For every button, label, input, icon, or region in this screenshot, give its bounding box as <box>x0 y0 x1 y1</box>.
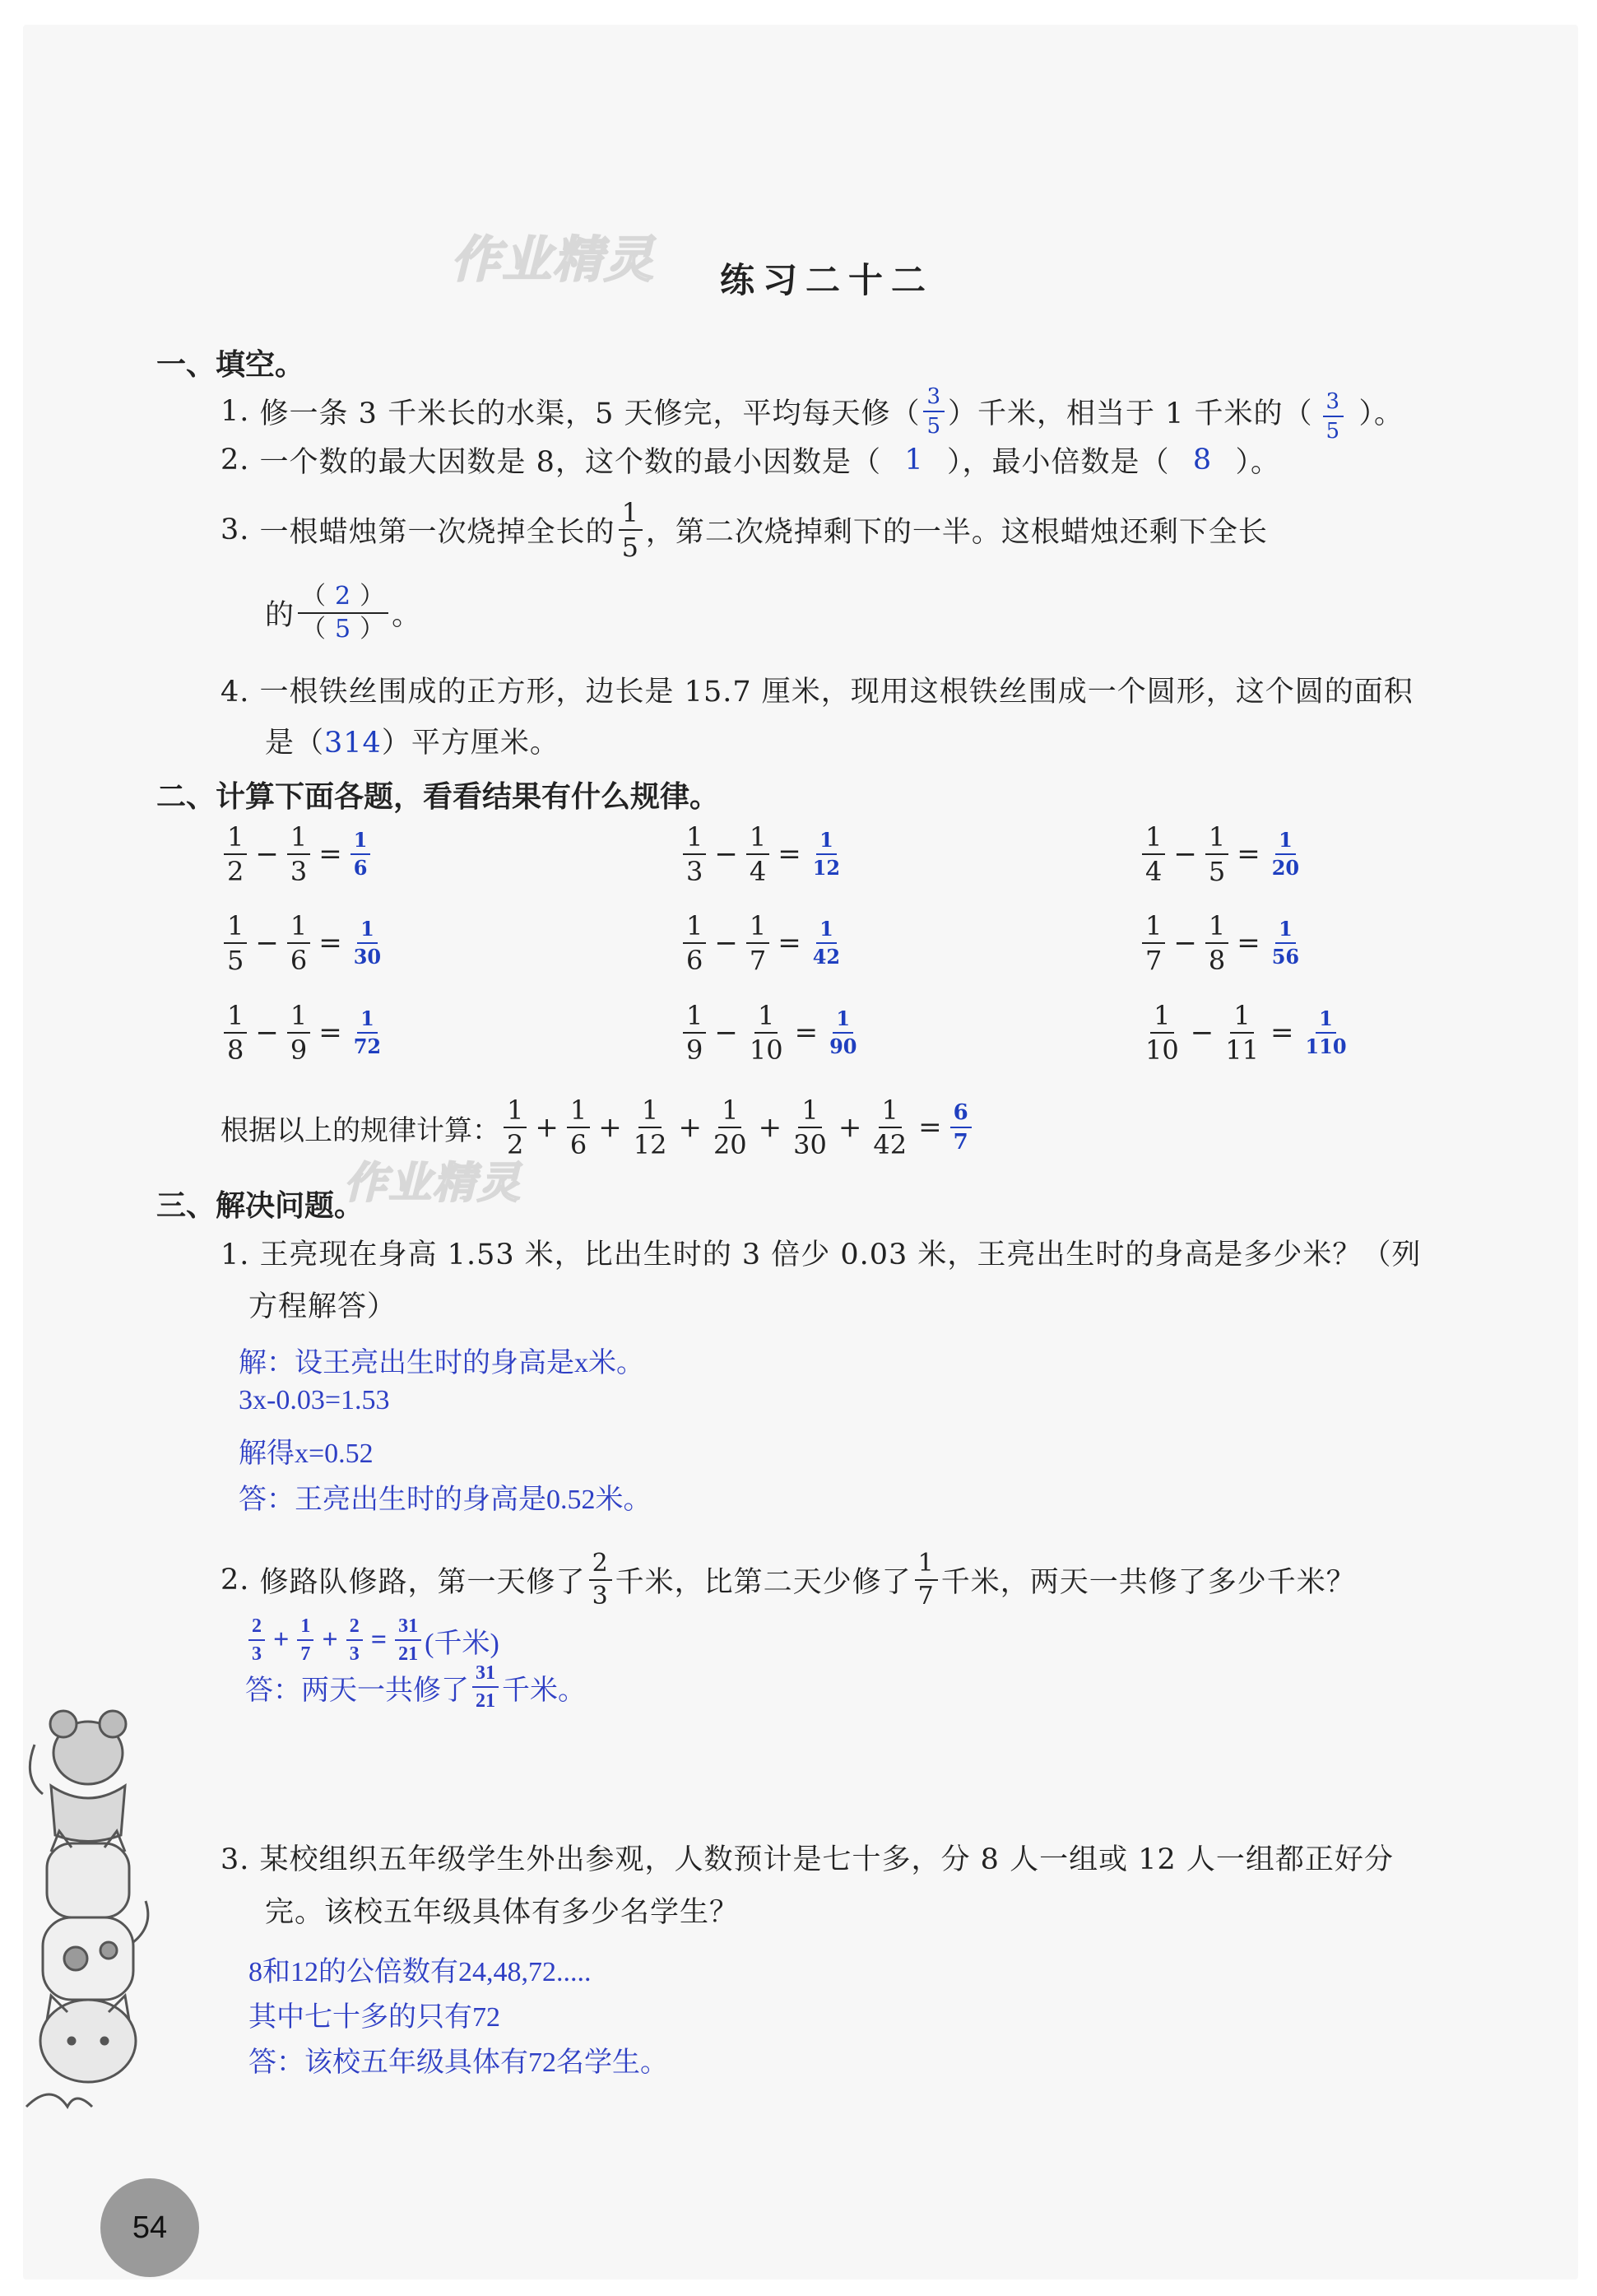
minus-sign: − <box>714 837 738 871</box>
equals-sign: = <box>778 926 801 960</box>
rule-terms <box>500 1097 913 1158</box>
answer-text: 8 <box>1192 444 1213 476</box>
fraction: $\frac{2}{3}$ <box>248 1616 265 1664</box>
fraction: $\frac{1}{3}$ <box>683 824 706 885</box>
answer-fraction: $\frac{1}{110}$ <box>1305 1006 1347 1058</box>
fraction: $\frac{1}{3}$ <box>287 824 310 885</box>
minus-sign: − <box>1173 926 1197 960</box>
fraction: $\frac{1}{2}$ <box>504 1097 527 1158</box>
equals-sign: = <box>318 926 342 960</box>
fraction: $\frac{1}{9}$ <box>287 1002 310 1063</box>
minus-sign: − <box>1173 837 1197 871</box>
q-text: 千米，两天一共修了多少千米？ <box>940 1566 1356 1599</box>
page-number-badge: 54 <box>100 2178 199 2277</box>
watermark-top: 作业精灵 <box>451 231 655 289</box>
equals-sign: = <box>794 1016 819 1049</box>
s1-question-4-line1 <box>221 669 1414 710</box>
calc-item <box>680 819 847 889</box>
fraction: $\frac{1}{2}$ <box>224 824 247 885</box>
q-text: ）。 <box>1358 397 1404 430</box>
plus-sign: + <box>678 1111 702 1144</box>
answer-text: 1 <box>904 444 924 476</box>
s3-q3-work-line: 8和12的公倍数有24,48,72..... <box>248 1957 592 1987</box>
s3-q1-work-line: 答：王亮出生时的身高是0.52米。 <box>239 1485 652 1515</box>
q-text: 的 <box>265 599 295 632</box>
q-number: 3. <box>221 514 250 546</box>
calc-item <box>680 997 863 1067</box>
rule-label: 根据以上的规律计算： <box>221 1113 500 1147</box>
fraction: $\frac{1}{42}$ <box>873 1095 908 1160</box>
answer-fraction: $\frac{3}{5}$ <box>923 386 945 437</box>
q-number: 1. <box>221 395 250 428</box>
rule-answer: $\frac{6}{7}$ <box>950 1102 972 1153</box>
s3-q3-work-line: 其中七十多的只有72 <box>248 2002 500 2033</box>
s1-question-2 <box>221 439 1280 481</box>
s3-q3-work-line: 答：该校五年级具体有72名学生。 <box>248 2047 668 2078</box>
equals-sign: = <box>1237 926 1260 960</box>
q-text: 修一条 3 千米长的水渠，5 天修完，平均每天修（ <box>259 397 921 430</box>
s3-question-1-line1 <box>221 1232 1421 1273</box>
answer-fraction: $\frac{1}{90}$ <box>829 1006 857 1058</box>
answer-fraction: $\frac{1}{12}$ <box>812 827 841 880</box>
s3-question-3-line2: 完。该校五年级具体有多少名学生？ <box>265 1896 740 1929</box>
calc-item <box>1139 997 1353 1067</box>
s1-question-1 <box>221 384 1404 444</box>
q-number: 2. <box>221 444 250 476</box>
fraction: $\frac{1}{9}$ <box>683 1002 706 1063</box>
equals-sign: = <box>370 1624 388 1655</box>
q-text: ）。 <box>1235 446 1280 479</box>
q-text: 某校组织五年级学生外出参观，人数预计是七十多，分 8 人一组或 12 人一组都正好分 <box>259 1843 1394 1876</box>
fraction: $\frac{1}{4}$ <box>746 824 769 885</box>
rule-calculation <box>221 1095 975 1160</box>
plus-sign: + <box>598 1111 622 1144</box>
plus-sign: + <box>535 1111 559 1144</box>
equals-sign: = <box>918 1111 942 1144</box>
fraction: $\frac{2}{3}$ <box>346 1616 363 1664</box>
q-text: ，第二次烧掉剩下的一半。这根蜡烛还剩下全长 <box>645 516 1268 549</box>
equals-sign: = <box>318 1016 342 1049</box>
plus-sign: + <box>273 1624 290 1655</box>
s3-question-2 <box>221 1547 1356 1613</box>
q-text: 王亮现在身高 1.53 米，比出生时的 3 倍少 0.03 米，王亮出生时的身高是多少米？（列 <box>259 1239 1422 1271</box>
minus-sign: − <box>714 1016 738 1049</box>
fraction: $\frac{1}{8}$ <box>1205 913 1228 974</box>
fraction: $\frac{1}{6}$ <box>287 913 310 974</box>
q-text: 一个数的最大因数是 8，这个数的最小因数是（ <box>259 446 881 479</box>
section-2-heading: 二、计算下面各题，看看结果有什么规律。 <box>156 780 720 814</box>
section-3-heading: 三、解决问题。 <box>156 1189 364 1223</box>
plus-sign: + <box>322 1624 338 1655</box>
q-number: 1. <box>221 1239 250 1271</box>
minus-sign: − <box>255 1016 279 1049</box>
s1-question-4-line2 <box>265 720 559 761</box>
answer-fraction: $\frac{( 2 )}{( 5 )}$ <box>298 584 388 642</box>
fraction: $\frac{1}{30}$ <box>793 1095 827 1160</box>
q-number: 2. <box>221 1564 250 1597</box>
equals-sign: = <box>1237 837 1260 871</box>
q-text: ）平方厘米。 <box>381 727 559 760</box>
s3-question-3-line1 <box>221 1837 1394 1878</box>
section-1-heading: 一、填空。 <box>156 348 305 382</box>
s3-q2-answer: 答：两天一共修了 $\frac{31}{21}$ 千米。 <box>245 1662 586 1712</box>
calc-item <box>221 819 374 889</box>
fraction: $\frac{1}{5}$ <box>224 913 247 974</box>
fraction: $\frac{1}{11}$ <box>1225 999 1259 1066</box>
fraction: $\frac{31}{21}$ <box>472 1663 499 1711</box>
calc-item <box>221 908 388 978</box>
minus-sign: − <box>255 926 279 960</box>
calc-item <box>221 997 388 1067</box>
q-number: 3. <box>221 1843 250 1876</box>
q-text: 是（ <box>265 727 325 760</box>
plus-sign: + <box>838 1111 862 1144</box>
fraction: $\frac{1}{10}$ <box>749 999 783 1066</box>
answer-fraction: $\frac{1}{6}$ <box>351 830 371 878</box>
minus-sign: − <box>1190 1016 1214 1049</box>
q-text: ）千米，相当于 1 千米的（ <box>948 397 1313 430</box>
answer-slot <box>1313 387 1359 444</box>
fraction: $\frac{1}{8}$ <box>224 1002 247 1063</box>
minus-sign: − <box>255 837 279 871</box>
calc-item <box>1139 908 1306 978</box>
answer-fraction: $\frac{1}{20}$ <box>1271 827 1300 880</box>
fraction: $\frac{1}{7}$ <box>1142 913 1165 974</box>
fraction: $\frac{1}{10}$ <box>1145 999 1179 1066</box>
watermark-middle: 作业精灵 <box>344 1159 522 1208</box>
answer-fraction: $\frac{3}{5}$ <box>1323 391 1344 442</box>
s3-question-1-line2: 方程解答） <box>248 1290 397 1323</box>
fraction: $\frac{1}{7}$ <box>915 1551 938 1609</box>
fraction: $\frac{31}{21}$ <box>395 1616 421 1664</box>
fraction: $\frac{1}{6}$ <box>683 913 706 974</box>
fraction: $\frac{1}{12}$ <box>633 1095 667 1160</box>
s3-q1-work-line: 3x-0.03=1.53 <box>239 1385 390 1415</box>
answer-fraction: $\frac{1}{42}$ <box>812 916 841 969</box>
equals-sign: = <box>318 837 342 871</box>
s3-q1-work-line: 解：设王亮出生时的身高是x米。 <box>239 1348 644 1378</box>
fraction: $\frac{1}{6}$ <box>567 1097 590 1158</box>
plus-sign: + <box>758 1111 782 1144</box>
answer-text: 314 <box>324 727 382 760</box>
q-text: 一根蜡烛第一次烧掉全长的 <box>259 516 615 549</box>
q-text: 。 <box>392 599 422 632</box>
s3-q1-work-line: 解得x=0.52 <box>239 1438 374 1469</box>
answer-fraction: $\frac{1}{72}$ <box>353 1006 382 1058</box>
fraction: $\frac{1}{5}$ <box>619 500 643 560</box>
calc-item <box>1139 819 1306 889</box>
fraction: $\frac{1}{7}$ <box>746 913 769 974</box>
fraction: $\frac{1}{7}$ <box>297 1616 313 1664</box>
fraction: $\frac{1}{4}$ <box>1142 824 1165 885</box>
q-number: 4. <box>221 676 250 709</box>
equals-sign: = <box>778 837 801 871</box>
cartoon-animals-illustration <box>18 1695 158 2123</box>
s1-question-3-line2 <box>265 580 421 646</box>
equals-sign: = <box>1270 1016 1294 1049</box>
q-text: 一根铁丝围成的正方形，边长是 15.7 厘米，现用这根铁丝围成一个圆形，这个圆的面积 <box>259 676 1414 709</box>
calc-item <box>680 908 847 978</box>
answer-fraction: $\frac{1}{56}$ <box>1271 916 1300 969</box>
page-title: 练习二十二 <box>720 260 935 300</box>
q-text: 修路队修路，第一天修了 <box>259 1566 586 1599</box>
fraction: $\frac{1}{20}$ <box>713 1095 747 1160</box>
unit: (千米) <box>425 1628 499 1659</box>
s1-question-3-line1 <box>221 497 1268 563</box>
q-text: 千米，比第二天少修了 <box>615 1566 912 1599</box>
fraction: $\frac{2}{3}$ <box>589 1551 612 1609</box>
answer-fraction: $\frac{1}{30}$ <box>353 916 382 969</box>
minus-sign: − <box>714 926 738 960</box>
fraction: $\frac{1}{5}$ <box>1205 824 1228 885</box>
q-text: ），最小倍数是（ <box>946 446 1170 479</box>
